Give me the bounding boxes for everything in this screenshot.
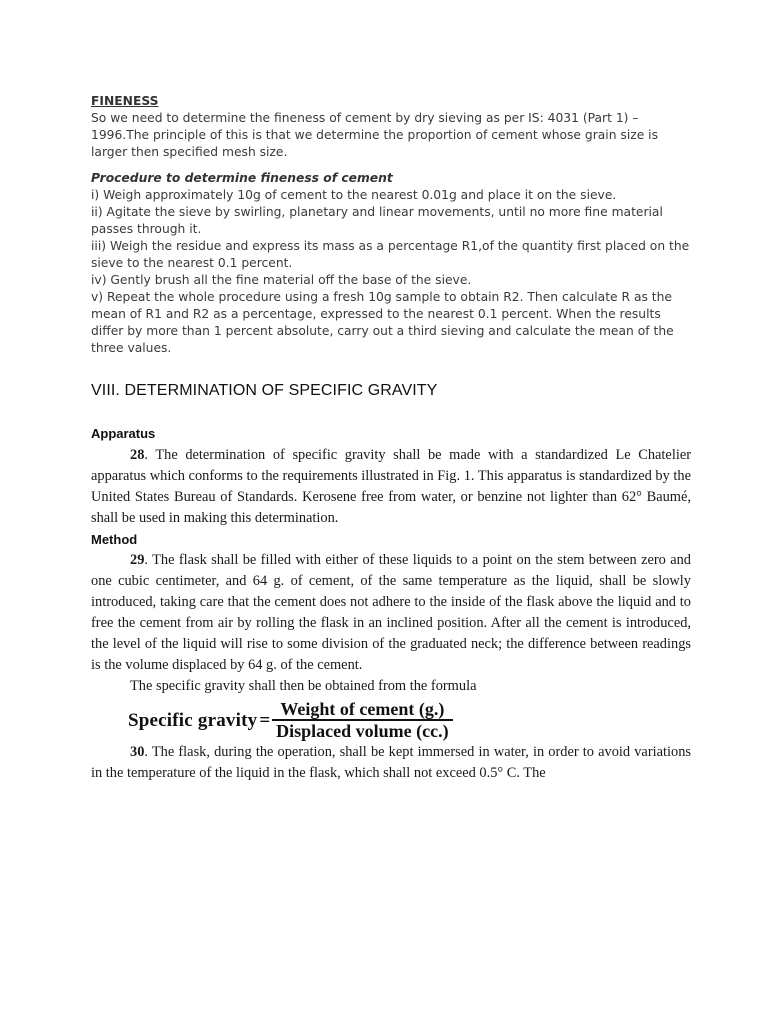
fineness-section: [91, 93, 691, 357]
method-heading: Method: [91, 532, 138, 547]
paragraph-29: [91, 550, 691, 676]
formula-equals: =: [259, 709, 271, 731]
formula-intro: The specific gravity shall then be obtained from the formula: [130, 678, 477, 694]
specific-gravity-section: [91, 423, 691, 784]
specific-gravity-formula: [128, 698, 691, 742]
procedure-step-4: iv) Gently brush all the fine material off the base of the sieve.: [91, 273, 472, 287]
procedure-step-1: i) Weigh approximately 10g of cement to the nearest 0.01g and place it on the sieve.: [91, 188, 617, 202]
paragraph-28-text: . The determination of specific gravity shall be made with a standardized Le Chatelier apparatus which conforms to the requirements illustrated in Fig. 1. This apparatus is standardized by the United States Bureau of Standards. Kerosene free from water, or benzine not lighter than 62° Baumé, shall be used in making this determination.: [91, 447, 691, 526]
formula-lhs: Specific gravity: [128, 709, 258, 731]
paragraph-28-number: 28: [130, 447, 145, 463]
procedure-step-5: v) Repeat the whole procedure using a fresh 10g sample to obtain R2. Then calculate R as the mean of R1 and R2 as a percentage, expressed to the nearest 0.1 percent. When the results differ by more than 1 percent absolute, carry out a third sieving and calculate the mean of the three values.: [91, 290, 674, 355]
formula-numerator: Weight of cement (g.): [280, 699, 445, 719]
paragraph-29-text: . The flask shall be filled with either of these liquids to a point on the stem between zero and one cubic centimeter, and 64 g. of cement, of the same temperature as the liquid, shall be slowly introduced, taking care that the cement does not adhere to the inside of the flask above the liquid and to free the cement from air by rolling the flask in an inclined position. After all the cement is introduced, the level of the liquid will rise to some division of the graduated neck; the difference between readings is the volume displaced by 64 g. of the cement.: [91, 552, 691, 673]
procedure-step-2: ii) Agitate the sieve by swirling, planetary and linear movements, until no more fine material passes through it.: [91, 205, 663, 236]
fineness-heading: FINENESS: [91, 94, 159, 108]
paragraph-30-text: . The flask, during the operation, shall be kept immersed in water, in order to avoid variations in the temperature of the liquid in the flask, which shall not exceed 0.5° C. The: [91, 744, 691, 781]
procedure-heading: Procedure to determine fineness of cement: [91, 171, 393, 185]
paragraph-28: [91, 445, 691, 529]
apparatus-heading: Apparatus: [91, 426, 156, 441]
paragraph-30: [91, 742, 691, 784]
paragraph-29-number: 29: [130, 552, 145, 568]
paragraph-30-number: 30: [130, 744, 145, 760]
procedure-step-3: iii) Weigh the residue and express its mass as a percentage R1,of the quantity first placed on the sieve to the nearest 0.1 percent.: [91, 239, 690, 270]
formula-fraction: [272, 699, 452, 741]
fineness-intro: So we need to determine the fineness of cement by dry sieving as per IS: 4031 (Part 1) – 1996.The principle of this is that we determine the proportion of cement whose grain size is larger then specified mesh size.: [91, 111, 658, 159]
section-title: VIII. DETERMINATION OF SPECIFIC GRAVITY: [91, 382, 438, 399]
formula-denominator: Displaced volume (cc.): [276, 721, 449, 741]
